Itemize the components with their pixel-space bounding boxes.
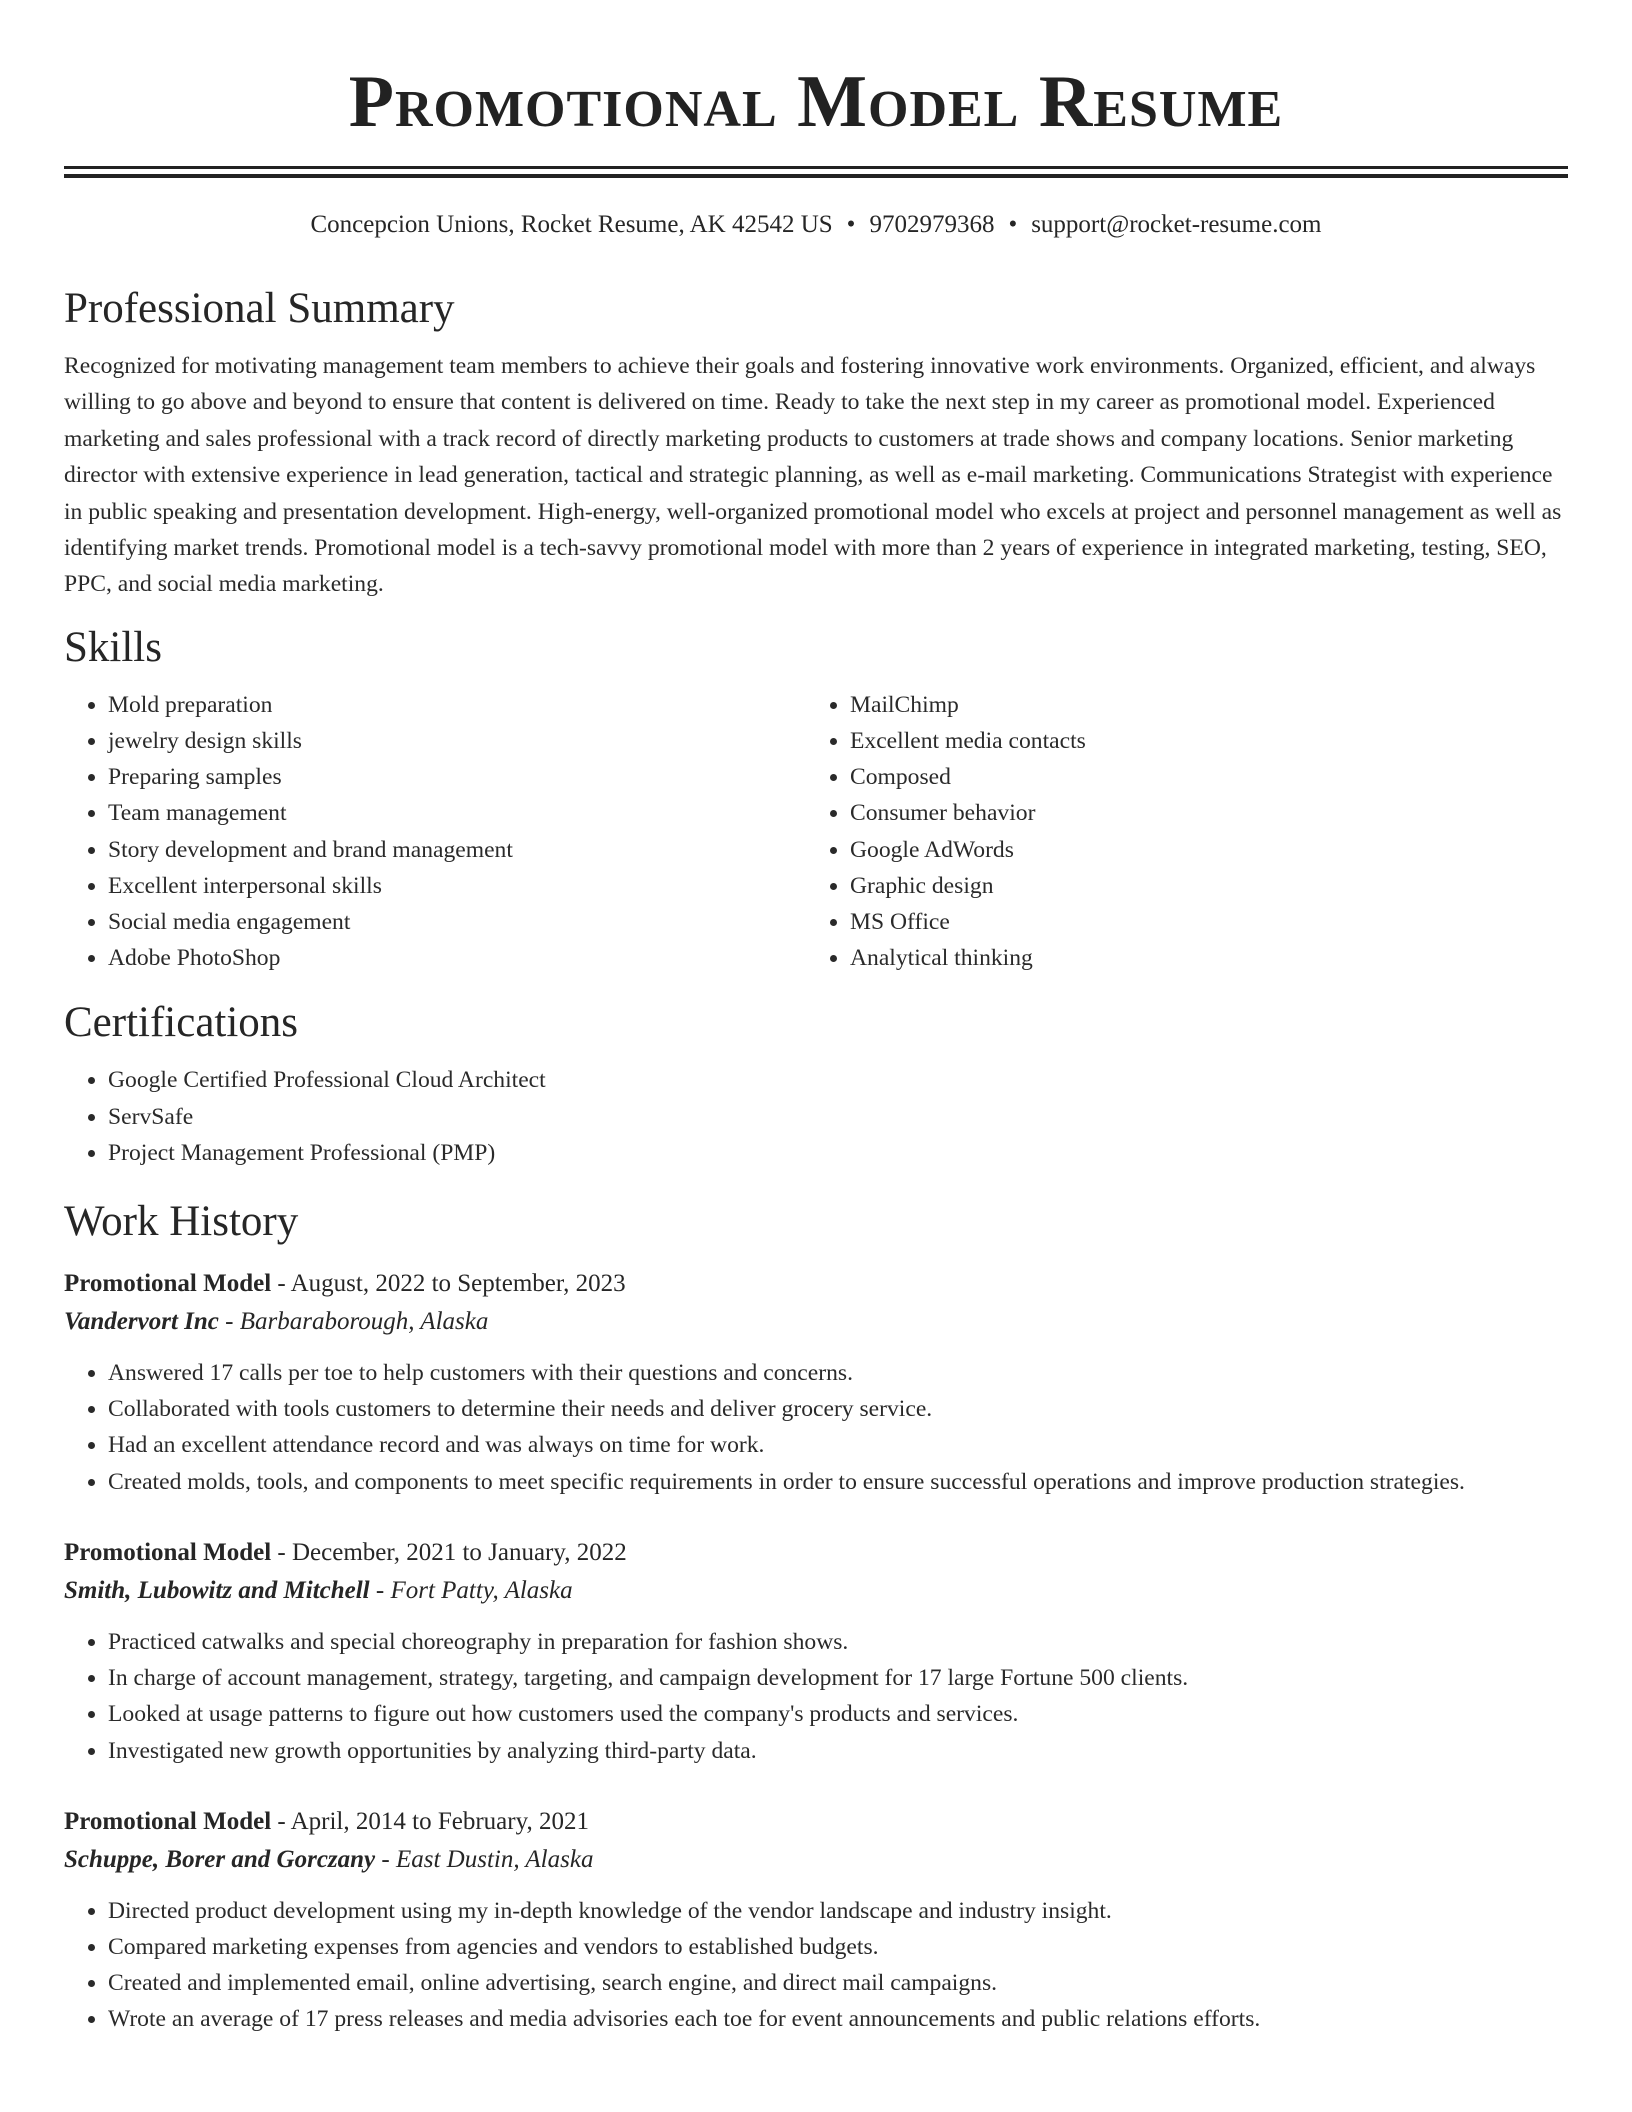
job-title: Promotional Model [64,1538,272,1566]
job-duty-item: • Practiced catwalks and special choreography in preparation for fashion shows. [108,1624,1568,1660]
contact-separator: • [1008,211,1018,238]
contact-address: Concepcion Unions, Rocket Resume, AK 42542 US [310,211,833,238]
summary-heading: Professional Summary [64,285,455,332]
contact-phone: 9702979368 [869,211,995,238]
work-history-heading: Work History [64,1198,299,1246]
skill-item: • Preparing samples [108,759,806,795]
skill-item: • MailChimp [850,687,1548,723]
job-location: - East Dustin, Alaska [375,1845,594,1873]
certification-item: • Project Management Professional (PMP) [108,1135,1568,1171]
job-title: Promotional Model [64,1807,272,1835]
job-duty-item: • Directed product development using my in-depth knowledge of the vendor landscape and industry insight. [108,1893,1568,1929]
skill-item: • Consumer behavior [850,795,1548,831]
skill-item: • MS Office [850,904,1548,940]
skill-item: • Story development and brand management [108,832,806,868]
job-duties-list [64,1893,1568,2038]
job-location: - Barbaraborough, Alaska [218,1308,489,1336]
title-divider-bottom [64,174,1568,178]
resume-page [64,0,1568,2038]
job-entry [64,1803,1568,2038]
job-dates: - April, 2014 to February, 2021 [271,1807,589,1835]
job-duty-item: • In charge of account management, strategy, targeting, and campaign development for 17 large Fortune 500 clients. [108,1660,1568,1696]
skill-item: • Social media engagement [108,904,806,940]
job-entry [64,1265,1568,1500]
skill-item: • Analytical thinking [850,940,1548,976]
skill-item: • Google AdWords [850,832,1548,868]
job-company: Smith, Lubowitz and Mitchell [64,1576,370,1604]
skill-item: • Team management [108,795,806,831]
job-company-line [64,1303,1568,1341]
job-duty-item: • Looked at usage patterns to figure out how customers used the company's products and services. [108,1696,1568,1732]
job-title-line [64,1265,1568,1303]
skills-list-left [64,687,806,977]
job-duty-item: • Collaborated with tools customers to determine their needs and deliver grocery service. [108,1391,1568,1427]
job-dates: - August, 2022 to September, 2023 [271,1270,626,1298]
job-duty-item: • Investigated new growth opportunities by analyzing third-party data. [108,1733,1568,1769]
contact-line [64,210,1568,240]
skills-heading: Skills [64,623,162,671]
job-title-line [64,1534,1568,1572]
job-duties-list [64,1624,1568,1769]
certification-item: • ServSafe [108,1099,1568,1135]
contact-separator: • [846,211,856,238]
job-duty-item: • Compared marketing expenses from agencies and vendors to established budgets. [108,1929,1568,1965]
job-company: Vandervort Inc [64,1308,219,1336]
job-company-line [64,1841,1568,1879]
job-title: Promotional Model [64,1270,272,1298]
skill-item: • Excellent media contacts [850,723,1548,759]
certification-item: • Google Certified Professional Cloud Architect [108,1062,1568,1098]
skills-list-right [806,687,1548,977]
job-duty-item: • Had an excellent attendance record and was always on time for work. [108,1427,1568,1463]
skill-item: • Graphic design [850,868,1548,904]
job-entry [64,1534,1568,1769]
job-company-line [64,1572,1568,1610]
job-duty-item: • Wrote an average of 17 press releases and media advisories each toe for event announcements and public relations efforts. [108,2001,1568,2037]
job-duty-item: • Created molds, tools, and components to meet specific requirements in order to ensure successful operations and improve production strategies. [108,1464,1568,1500]
skills-column-right [806,687,1548,977]
skills-column-left [64,687,806,977]
skill-item: • jewelry design skills [108,723,806,759]
job-dates: - December, 2021 to January, 2022 [271,1538,627,1566]
skill-item: • Excellent interpersonal skills [108,868,806,904]
job-duty-item: • Created and implemented email, online advertising, search engine, and direct mail campaigns. [108,1965,1568,2001]
skill-item: • Adobe PhotoShop [108,940,806,976]
certifications-heading: Certifications [64,999,299,1047]
job-duties-list [64,1355,1568,1500]
contact-email: support@rocket-resume.com [1031,211,1322,238]
job-company: Schuppe, Borer and Gorczany [64,1845,376,1873]
skill-item: • Mold preparation [108,687,806,723]
skills-grid [64,687,1568,977]
summary-text: Recognized for motivating management team members to achieve their goals and fostering innovative work environments. Organized, efficient, and always willing to go above and beyond to ensure that content is delivered on time. Ready to take the next step in my career as promotional model. Experienced marketing and sales professional with a track record of directly marketing products to customers at trade shows and company locations. Senior marketing director with extensive experience in lead generation, tactical and strategic planning, as well as e-mail marketing. Communications Strategist with experience in public speaking and presentation development. High-energy, well-organized promotional model who excels at project and personnel management as well as identifying market trends. Promotional model is a tech-savvy promotional model with more than 2 years of experience in integrated marketing, testing, SEO, PPC, and social media marketing. [64,353,1562,598]
skill-item: • Composed [850,759,1548,795]
job-title-line [64,1803,1568,1841]
certifications-list [64,1062,1568,1171]
job-location: - Fort Patty, Alaska [369,1576,573,1604]
resume-title: Promotional Model Resume [348,61,1284,143]
title-divider-top [64,166,1568,169]
job-duty-item: • Answered 17 calls per toe to help customers with their questions and concerns. [108,1355,1568,1391]
